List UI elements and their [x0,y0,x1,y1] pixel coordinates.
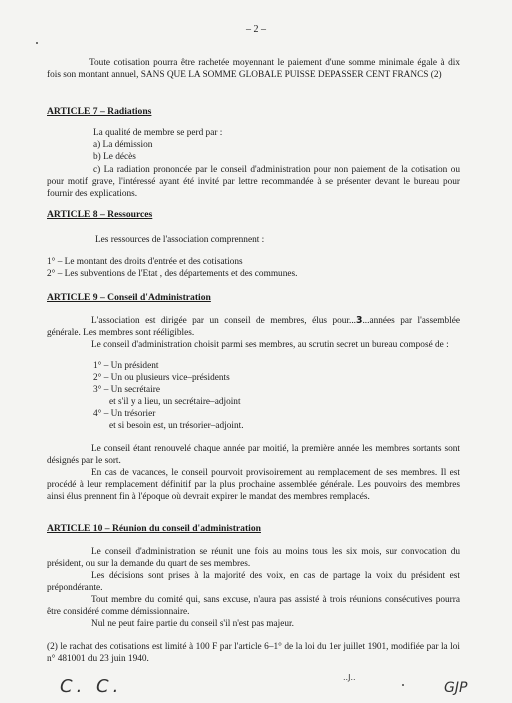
article-9-para-3: Le conseil étant renouvelé chaque année par moitié, la première année les membres sortants sont désignés par le sort. [47,444,460,467]
article-10-para-2: Les décisions sont prises à la majorité des voix, en cas de partage la voix du président est prépondérante. [47,571,460,594]
article-7-item-a: a) La démission [93,140,153,150]
article-10-para-3: Tout membre du comité qui, sans excuse, n'aura pas assisté à trois réunions consécutives pourra être considéré comme démissionnaire. [47,595,460,618]
article-7-item-b: b) Le décès [93,152,136,162]
bureau-item-3: 3° – Un secrétaire [93,385,160,395]
article-7-heading: ARTICLE 7 – Radiations [47,106,152,117]
handwritten-dots: ..J.. [343,673,356,682]
article-8-item-1: 1° – Le montant des droits d'entrée et des cotisations [47,257,243,267]
article-10-heading: ARTICLE 10 – Réunion du conseil d'administration [47,523,261,534]
handwritten-number: 3 [356,315,363,326]
initials-right: GJP [444,680,468,696]
article-8-item-2: 2° – Les subventions de l'Etat , des départements et des communes. [47,269,298,279]
footnote: (2) le rachat des cotisations est limité à 100 F par l'article 6–1° de la loi du 1er juillet 1901, modifiée par la loi n° 481001 du 23 juin 1940. [47,642,460,665]
scan-speck-2 [402,684,404,686]
bureau-item-3-note: et s'il y a lieu, un secrétaire–adjoint [109,397,241,407]
bureau-item-1: 1° – Un président [93,361,159,371]
initials-left: C. C. [60,676,123,697]
article-9-para-4: En cas de vacances, le conseil pourvoit provisoirement au remplacement de ses membres. Il est procédé à leur remplacement définitif par la plus prochaine assemblée générale. Les pouvoirs des membres ainsi élus prennent fin à l'époque où devrait expirer le mandat des membres remplacés. [47,468,460,503]
page-number: – 2 – [246,24,266,35]
article-10-para-1: Le conseil d'administration se réunit une fois au moins tous les six mois, sur convocation du président, ou sur la demande du quart de ses membres. [47,547,460,570]
article-10-para-4: Nul ne peut faire partie du conseil s'il n'est pas majeur. [91,619,294,629]
intro-paragraph [47,57,460,81]
article-7-item-c: c) La radiation prononcée par le conseil d'administration pour non paiement de la cotisation ou pour motif grave, l'intéressé ayant été invité par lettre recommandée à se présenter devant le bureau pour fournir des explications. [47,165,460,200]
bureau-item-4-note: et si besoin est, un trésorier–adjoint. [109,421,244,431]
article-9-para-1: L'association est dirigée par un conseil de membres, élus pour...3...années par l'assemblée générale. Les membres sont rééligibles. [47,315,460,339]
article-9-para-2: Le conseil d'administration choisit parmi ses membres, au scrutin secret un bureau composé de : [91,340,449,350]
bureau-item-2: 2° – Un ou plusieurs vice–présidents [93,373,230,383]
intro-text: Toute cotisation pourra être rachetée moyennant le paiement d'une somme minimale égale à dix fois son montant annuel, SANS QUE LA SOMME GLOBALE PUISSE DEPASSER CENT FRANCS (2) [47,58,460,81]
bureau-item-4: 4° – Un trésorier [93,409,156,419]
article-9-heading: ARTICLE 9 – Conseil d'Administration [47,292,211,303]
article-7-lead: La qualité de membre se perd par : [93,128,223,138]
scan-speck [36,42,38,44]
article-8-heading: ARTICLE 8 – Ressources [47,209,153,220]
article-8-lead: Les ressources de l'association comprennent : [95,235,265,245]
